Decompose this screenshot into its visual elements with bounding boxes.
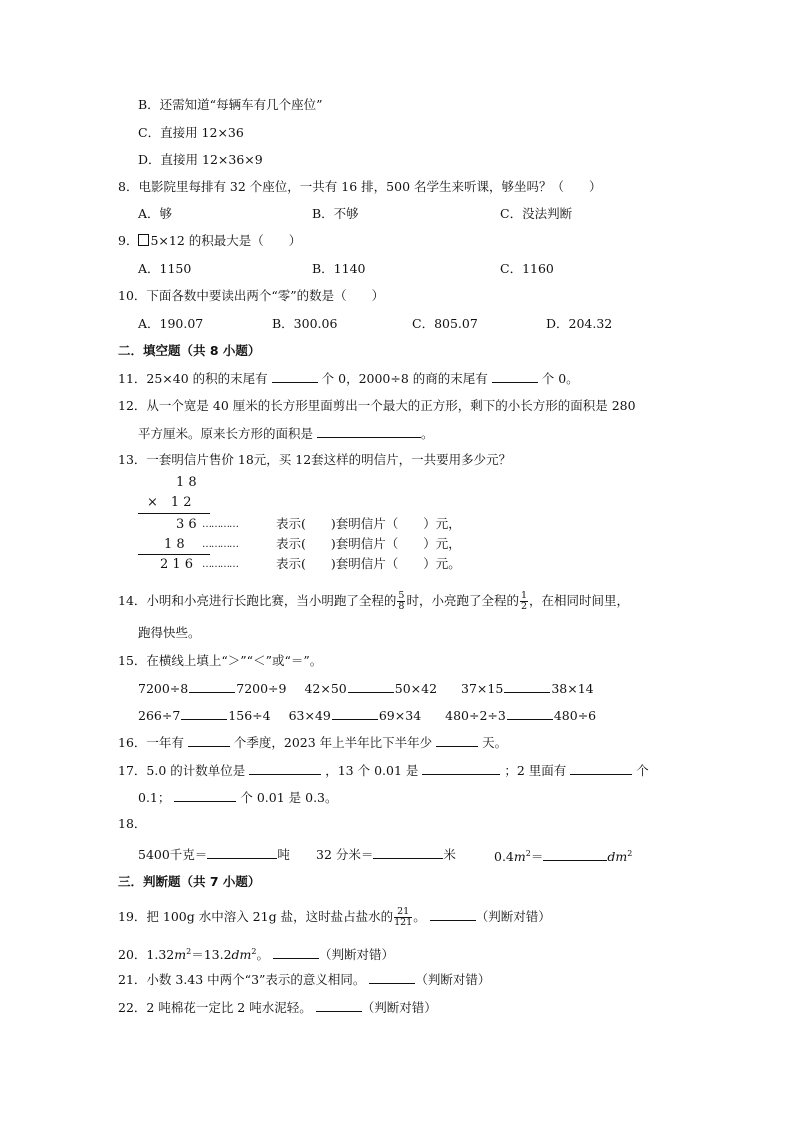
answer-blank[interactable] <box>316 998 362 1012</box>
q12-line2: 平方厘米。原来长方形的面积是 。 <box>138 426 434 441</box>
q16: 16．一年有 个季度，2023 年上半年比下半年少 天。 <box>118 735 508 750</box>
calc-multiplicand: 1 8 <box>176 475 197 490</box>
q20: 20．$1.32m^2=13.2dm^2$。 （判断对错） <box>118 947 395 963</box>
q15-stem: 15．在横线上填上“＞”“＜”或“＝”。 <box>118 653 323 668</box>
answer-blank[interactable] <box>492 369 538 383</box>
q19: 19．把 100g 水中溶入 21g 盐，这时盐占盐水的 $\frac{21}{121}$ 。 （判断对错） <box>118 906 551 928</box>
fraction-21-over-121: $\frac{21}{121}$ <box>394 906 413 928</box>
answer-blank[interactable] <box>273 945 319 959</box>
q17-line2: 0.1； 个 0.01 是 0.3。 <box>138 790 338 805</box>
answer-blank[interactable] <box>430 907 476 921</box>
answer-blank[interactable] <box>570 761 632 775</box>
answer-blank[interactable] <box>272 369 318 383</box>
q10-option-d: D．204.32 <box>546 316 613 331</box>
calc-multiplier: × 1 2 <box>147 495 192 510</box>
q15-row2: 266÷7 156÷4 63×49 69×34 480÷2÷3 480÷6 <box>138 708 597 723</box>
q18-item-b: 32 分米＝ 米 <box>316 847 456 862</box>
q13-annotation-3: 表示( )套明信片（ ）元。 <box>276 556 461 571</box>
answer-blank[interactable] <box>188 733 230 747</box>
q17-line1: 17．5.0 的计数单位是 ，13 个 0.01 是 ；2 里面有 个 <box>118 763 649 778</box>
answer-blank[interactable] <box>249 761 321 775</box>
fraction-one-half: $\frac{1}{2}$ <box>520 590 528 612</box>
q18-item-a: 5400千克＝ 吨 <box>138 847 290 862</box>
answer-blank[interactable] <box>189 679 235 693</box>
answer-blank[interactable] <box>504 679 550 693</box>
answer-blank[interactable] <box>174 788 236 802</box>
calc-partial-1: 3 6 <box>176 517 197 532</box>
q9-stem: 9． 5×12 的积最大是（ ） <box>118 233 302 248</box>
calc-rule-2 <box>138 554 210 555</box>
q8-option-c: C．没法判断 <box>500 206 573 221</box>
q8-stem: 8．电影院里每排有 32 个座位，一共有 16 排，500 名学生来听课，够坐吗？（ ） <box>118 179 602 194</box>
q10-option-c: C．805.07 <box>412 316 478 331</box>
fraction-five-eighths: $\frac{5}{8}$ <box>398 590 405 612</box>
answer-blank[interactable] <box>422 761 500 775</box>
answer-blank[interactable] <box>207 845 277 859</box>
q13-annotation-2: 表示( )套明信片（ ）元， <box>276 536 461 551</box>
q21: 21．小数 3.43 中两个“3”表示的意义相同。 （判断对错） <box>118 972 491 987</box>
q12-line1: 12．从一个宽是 40 厘米的长方形里面剪出一个最大的正方形，剩下的小长方形的面积是 280 <box>118 398 636 413</box>
answer-blank[interactable] <box>332 706 378 720</box>
q18-number: 18． <box>118 816 147 831</box>
answer-blank[interactable] <box>436 733 478 747</box>
q14-line1: 14．小明和小亮进行长跑比赛，当小明跑了全程的 $\frac{5}{8}$ 时，小亮跑了全程的 $\frac{1}{2}$ ，在相同时间里， <box>118 590 630 612</box>
answer-blank[interactable] <box>317 424 421 438</box>
answer-blank[interactable] <box>373 845 443 859</box>
q14-line2: 跑得快些。 <box>138 625 201 640</box>
q10-stem: 10．下面各数中要读出两个“零”的数是（ ） <box>118 288 385 303</box>
calc-product: 2 1 6 <box>160 557 194 572</box>
q10-option-a: A．190.07 <box>138 316 204 331</box>
answer-blank[interactable] <box>507 706 553 720</box>
q9-option-c: C．1160 <box>500 261 554 276</box>
calc-rule-1 <box>138 513 210 514</box>
section-heading-fill-in: 二．填空题（共 8 小题） <box>118 343 261 358</box>
leader-dots: ………… <box>202 519 238 530</box>
q9-option-b: B．1140 <box>312 261 366 276</box>
answer-blank[interactable] <box>543 847 607 861</box>
answer-blank[interactable] <box>369 970 415 984</box>
q9-option-a: A．1150 <box>138 261 192 276</box>
q18-item-c: $0.4m^2= dm^2$ <box>494 849 633 865</box>
section-heading-true-false: 三．判断题（共 7 小题） <box>118 874 261 889</box>
q10-option-b: B．300.06 <box>272 316 338 331</box>
q7-option-c: C．直接用 12×36 <box>138 125 244 140</box>
q7-option-b: B．还需知道“每辆车有几个座位” <box>138 97 323 112</box>
calc-partial-2: 1 8 <box>164 537 185 552</box>
q15-row1: 7200÷8 7200÷9 42×50 50×42 37×15 38×14 <box>138 681 594 696</box>
leader-dots: ………… <box>202 559 238 570</box>
q11: 11．25×40 的积的末尾有 个 0，2000÷8 的商的末尾有 个 0。 <box>118 371 579 386</box>
q22: 22．2 吨棉花一定比 2 吨水泥轻。 （判断对错） <box>118 1000 437 1015</box>
empty-box <box>138 234 149 246</box>
answer-blank[interactable] <box>348 679 394 693</box>
q8-option-b: B．不够 <box>312 206 359 221</box>
q13-annotation-1: 表示( )套明信片（ ）元， <box>276 516 461 531</box>
q8-option-a: A．够 <box>138 206 173 221</box>
q7-option-d: D．直接用 12×36×9 <box>138 152 263 167</box>
leader-dots: ………… <box>202 539 238 550</box>
q13-stem: 13．一套明信片售价 18元，买 12套这样的明信片，一共要用多少元？ <box>118 452 512 467</box>
answer-blank[interactable] <box>181 706 227 720</box>
